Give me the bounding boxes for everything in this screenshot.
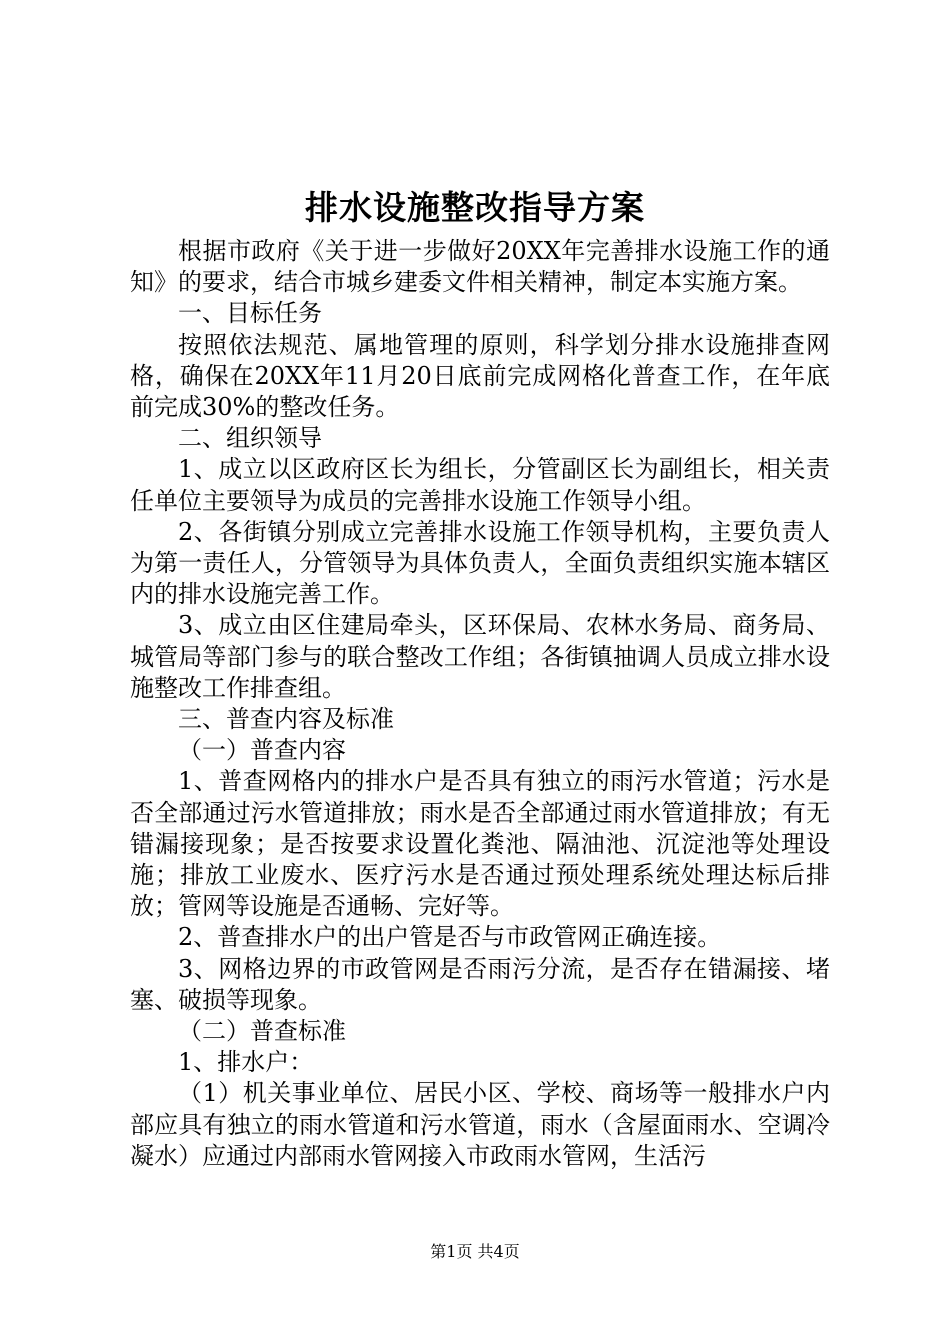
paragraph-org-3: 3、成立由区住建局牵头，区环保局、农林水务局、商务局、城管局等部门参与的联合整改工作组；各街镇抽调人员成立排水设施整改工作排查组。 — [130, 611, 830, 702]
paragraph-org-2: 2、各街镇分别成立完善排水设施工作领导机构，主要负责人为第一责任人，分管领导为具体负责人，全面负责组织实施本辖区内的排水设施完善工作。 — [130, 517, 830, 609]
page-footer: 第1页 共4页 — [430, 1242, 520, 1261]
paragraph-intro: 根据市政府《关于进一步做好20XX年完善排水设施工作的通知》的要求，结合市城乡建委文件相关精神，制定本实施方案。 — [130, 237, 830, 297]
heading-survey: 三、普查内容及标准 — [178, 705, 394, 734]
paragraph-goals: 按照依法规范、属地管理的原则，科学划分排水设施排查网格，确保在20XX年11月20日底前完成网格化普查工作，在年底前完成30%的整改任务。 — [130, 330, 830, 422]
paragraph-survey-1: 1、普查网格内的排水户是否具有独立的雨污水管道；污水是否全部通过污水管道排放；雨水是否全部通过雨水管道排放；有无错漏接现象；是否按要求设置化粪池、隔油池、沉淀池等处理设施；排放工业废水、医疗污水是否通过预处理系统处理达标后排放；管网等设施是否通畅、完好等。 — [130, 767, 830, 921]
paragraph-standard-1-1: （1）机关事业单位、居民小区、学校、商场等一般排水户内部应具有独立的雨水管道和污水管道，雨水（含屋面雨水、空调冷凝水）应通过内部雨水管网接入市政雨水管网，生活污 — [130, 1079, 830, 1170]
heading-goals: 一、目标任务 — [178, 299, 322, 328]
paragraph-survey-2: 2、普查排水户的出户管是否与市政管网正确连接。 — [178, 923, 722, 952]
document-body — [130, 236, 830, 1172]
document-title: 排水设施整改指导方案 — [305, 188, 645, 227]
heading-organization: 二、组织领导 — [178, 424, 322, 453]
subheading-survey-standards: （二）普查标准 — [178, 1017, 346, 1046]
subheading-survey-content: （一）普查内容 — [178, 736, 346, 765]
paragraph-survey-3: 3、网格边界的市政管网是否雨污分流，是否存在错漏接、堵塞、破损等现象。 — [130, 954, 830, 1014]
paragraph-standard-1: 1、排水户： — [178, 1048, 314, 1077]
paragraph-org-1: 1、成立以区政府区长为组长，分管副区长为副组长，相关责任单位主要领导为成员的完善排水设施工作领导小组。 — [130, 455, 830, 515]
